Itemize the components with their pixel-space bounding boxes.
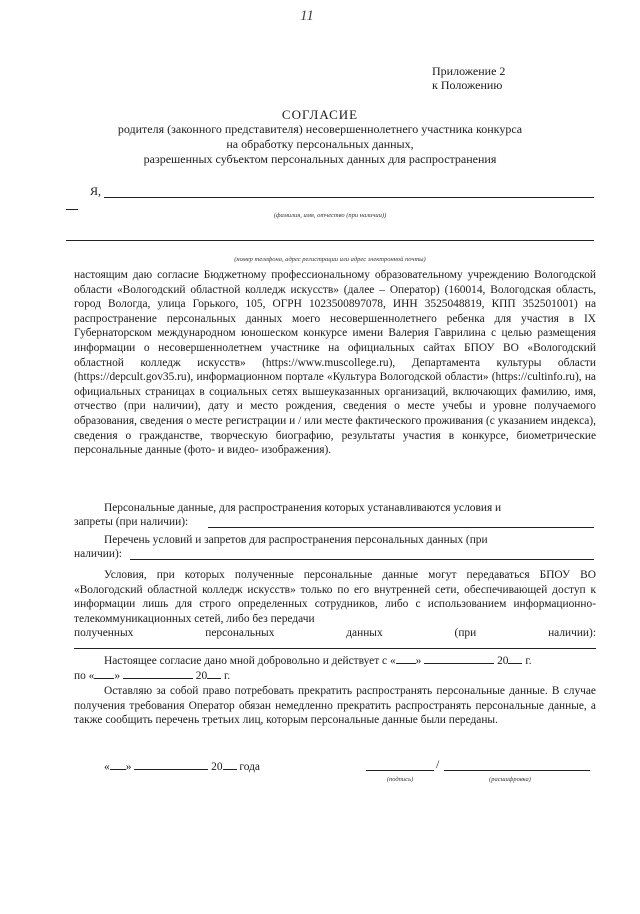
subtitle-line-3: разрешенных субъектом персональных данных для распространения — [143, 152, 497, 166]
conditions-label: запреты (при наличии): — [74, 516, 189, 528]
caption-fio: (фамилия, имя, отчество (при наличии)) — [273, 212, 387, 219]
validity-to-prefix: по « — [74, 670, 95, 682]
transfer-word-4: (при — [454, 627, 477, 639]
ya-label: Я, — [90, 184, 102, 198]
transfer-last-line — [74, 626, 596, 641]
validity-to-day-field[interactable] — [94, 667, 114, 679]
list-field[interactable] — [130, 559, 594, 560]
transfer-word-2: персональных — [205, 627, 275, 639]
signature-slash: / — [436, 757, 440, 771]
list-label: наличии): — [74, 548, 122, 560]
validity-month-field[interactable] — [424, 652, 494, 664]
validity-year-prefix: 20 — [497, 655, 509, 667]
reserve-paragraph: Оставляю за собой право потребовать прекратить распространять персональные данные. В случае получения требования Оператор обязан немедленно прекратить распространять персональные данные, а также сообщить перечень третьих лиц, которым персональные данные были переданы. — [74, 685, 596, 727]
contact-line[interactable] — [66, 240, 594, 241]
validity-to-month-field[interactable] — [123, 667, 193, 679]
transfer-field[interactable] — [74, 648, 596, 649]
main-paragraph: настоящим даю согласие Бюджетному профессиональному образовательному учреждению Вологодской области «Вологодский областной колледж искусств» (далее – Оператор) (160014, Вологодская область, город Вологда, улица Горького, 105, ОГРН 1023500897078, ИНН 3525048819, КПП 352501001) на распространение персональных данных моего несовершеннолетнего ребенка для участия в IX Губернаторском международном юношеском конкурсе имени Валерия Гаврилина с целью размещения информации о несовершеннолетнем участнике на официальных сайтах БПОУ ВО «Вологодский областной колледж искусств» (https://www.muscollege.ru), Департамента культуры области (https://depcult.gov35.ru), информационном портале «Культура Вологодской области» (https://cultinfo.ru), на официальных страницах в социальных сетях вышеуказанных организаций, включающих фамилию, имя, отчество (при наличии), дату и место рождения, сведения о месте учебы и уровне получаемого образования, сведения о месте регистрации и / или месте фактического проживания (с указанием индекса), сведения о гражданстве, творческую биографию, результаты участия в конкурсе, биометрические персональные данные (фото- и видео- изображения). — [74, 269, 596, 457]
caption-decode: (расшифровка) — [489, 776, 531, 783]
signature-date — [104, 758, 260, 773]
validity-year-field[interactable] — [508, 652, 522, 664]
validity-line-2 — [74, 667, 596, 684]
validity-quote-close: » — [415, 655, 422, 667]
validity-to-quote: » — [114, 670, 121, 682]
decode-field[interactable] — [444, 770, 590, 771]
subtitle-line-1: родителя (законного представителя) несовершеннолетнего участника конкурса — [117, 122, 523, 136]
validity-to-year-field[interactable] — [207, 667, 221, 679]
validity-to-suffix: г. — [224, 670, 231, 682]
fio-line[interactable] — [104, 197, 594, 198]
transfer-word-1: полученных — [74, 627, 134, 639]
caption-contact: (номер телефона, адрес регистрации или адрес электронной почты) — [234, 256, 426, 263]
list-line-1: Перечень условий и запретов для распространения персональных данных (при — [104, 534, 488, 546]
document-heading: СОГЛАСИЕ — [281, 107, 359, 122]
annex-block — [432, 64, 505, 92]
sign-date-open: « — [104, 761, 110, 773]
validity-year-suffix: г. — [525, 655, 532, 667]
signature-field[interactable] — [366, 770, 434, 771]
validity-prefix: Настоящее согласие дано мной добровольно и действует с « — [104, 655, 396, 667]
conditions-field[interactable] — [208, 527, 594, 528]
caption-sign: (подпись) — [386, 776, 414, 783]
sign-day-field[interactable] — [110, 758, 126, 770]
sign-year: 20 — [211, 761, 223, 773]
transfer-paragraph: Условия, при которых полученные персональные данные могут передаваться БПОУ ВО «Вологодский областной колледж искусств» только по его внутренней сети, обеспечивающей доступ к информации лишь для строго определенных сотрудников, либо с использованием информационно-телекоммуникационных сетей, либо без передачи — [74, 569, 596, 625]
transfer-word-3: данных — [346, 627, 383, 639]
subtitle-line-2: на обработку персональных данных, — [226, 137, 414, 151]
transfer-word-5: наличии): — [548, 627, 596, 639]
document-subtitle — [0, 122, 640, 167]
validity-day-field[interactable] — [396, 652, 416, 664]
fio-dash — [66, 209, 78, 210]
sign-year-field[interactable] — [223, 758, 237, 770]
annex-line-2: к Положению — [432, 78, 503, 92]
annex-line-1: Приложение 2 — [432, 64, 506, 78]
page-number: 11 — [300, 8, 314, 24]
sign-month-field[interactable] — [134, 758, 208, 770]
sign-year-suffix: года — [239, 761, 260, 773]
sign-date-close: » — [125, 761, 132, 773]
conditions-line-1: Персональные данные, для распространения которых устанавливаются условия и — [104, 502, 502, 514]
validity-to-year: 20 — [195, 670, 208, 682]
